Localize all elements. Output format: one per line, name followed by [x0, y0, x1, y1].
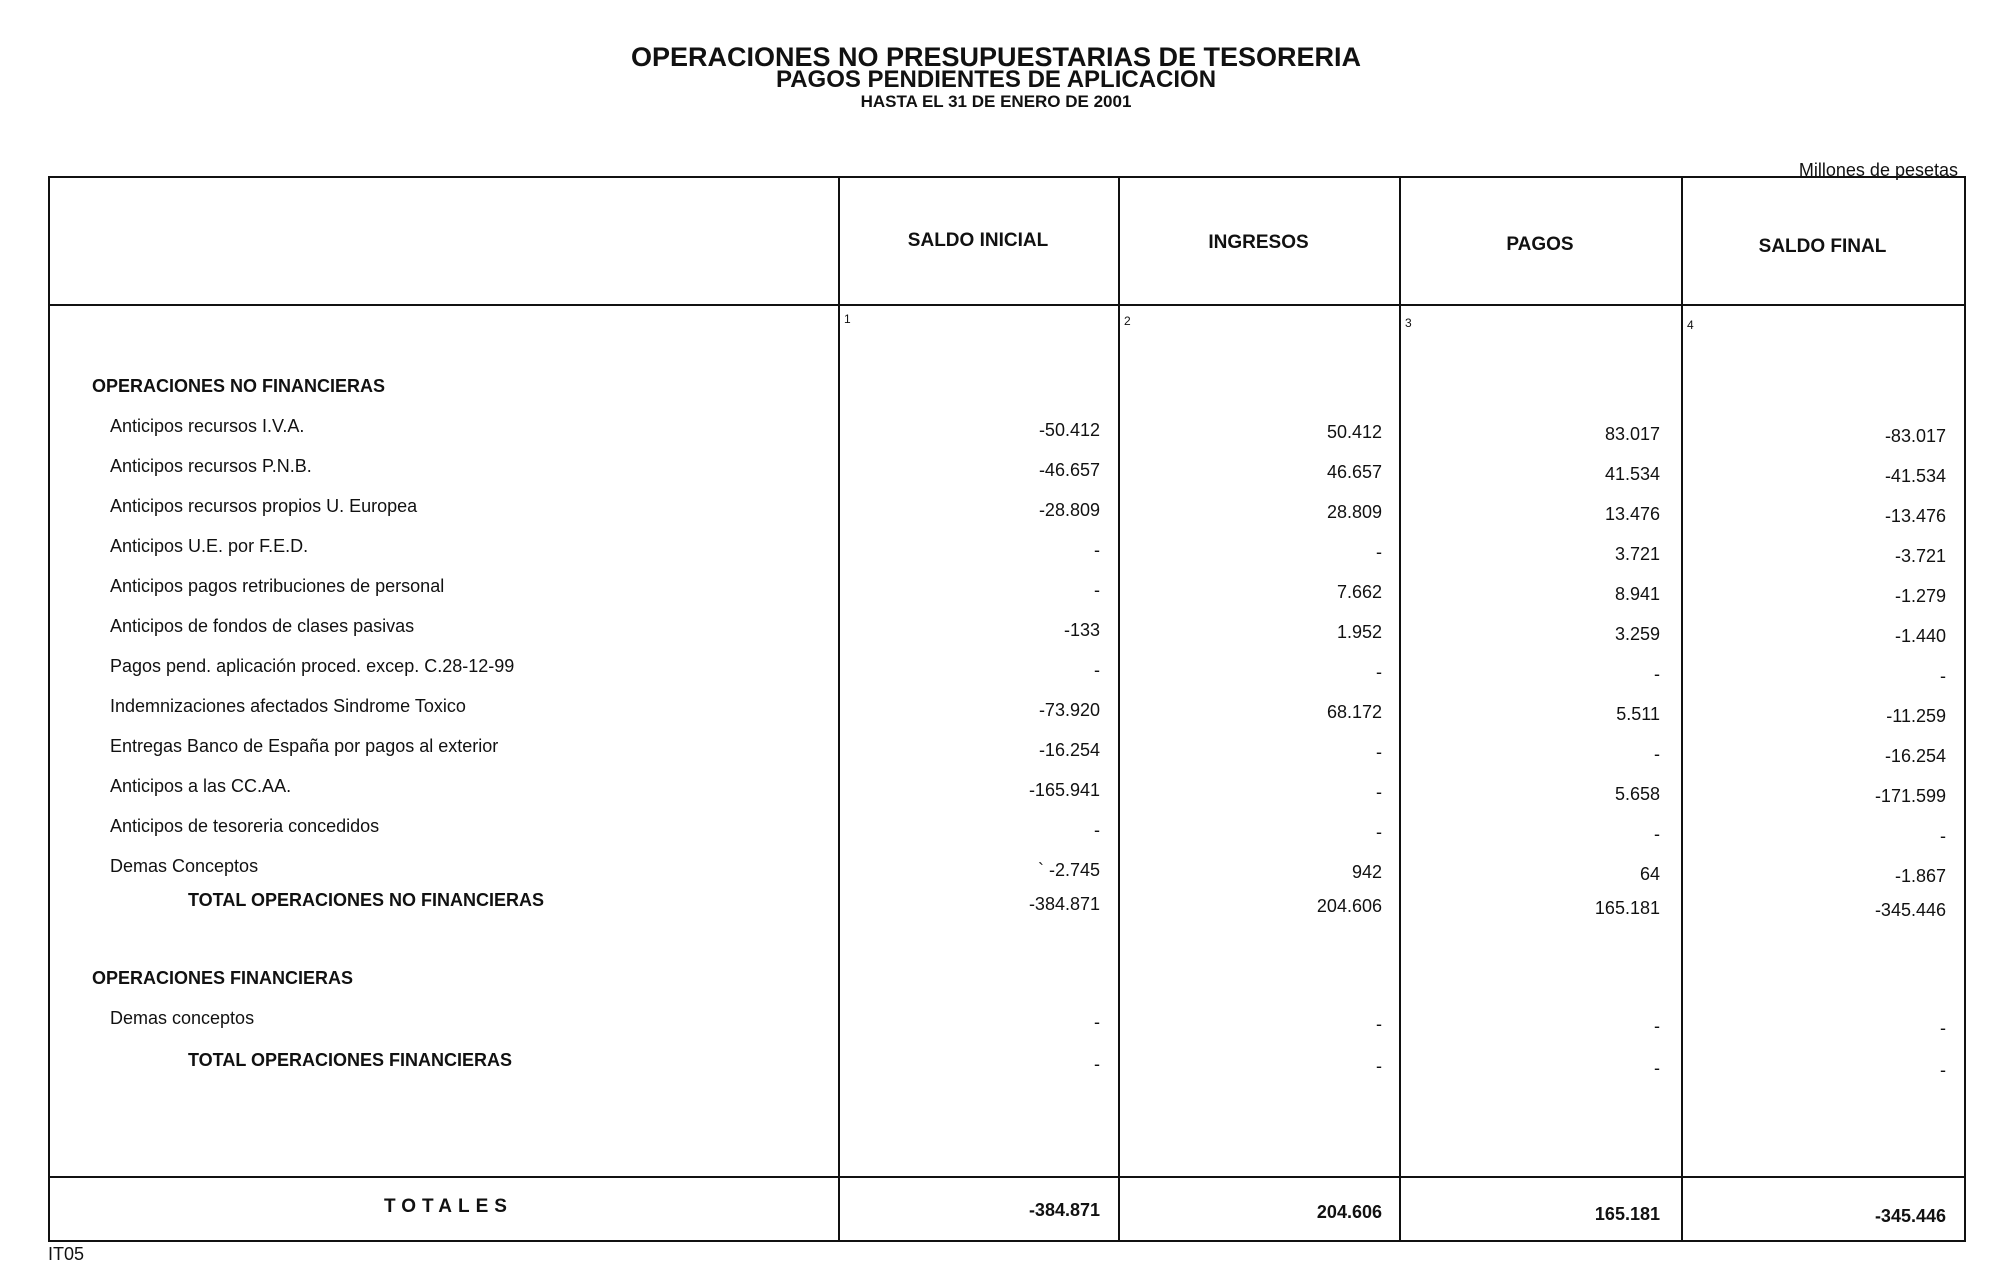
column-divider [838, 176, 840, 1240]
row-value: - [1376, 1014, 1382, 1034]
row-value: -13.476 [1884, 506, 1946, 526]
row-value: ` -2.745 [1037, 860, 1100, 880]
grand-total-saldo-inicial: -384.871 [1028, 1200, 1100, 1220]
grand-total-label: TOTALES [384, 1196, 513, 1217]
row-value: -171.599 [1874, 786, 1946, 806]
total-row-label: TOTAL OPERACIONES FINANCIERAS [188, 1050, 513, 1070]
row-value: - [1940, 826, 1946, 846]
row-label: Demas conceptos [110, 1008, 255, 1028]
row-value: -83.017 [1884, 426, 1946, 446]
column-header-saldo-final: SALDO FINAL [1758, 236, 1887, 257]
row-value: -1.279 [1894, 586, 1946, 606]
section-title-financieras: OPERACIONES FINANCIERAS [92, 968, 354, 988]
report-title: OPERACIONES NO PRESUPUESTARIAS DE TESORERIA [630, 42, 1362, 72]
grand-total-ingresos: 204.606 [1316, 1202, 1382, 1222]
row-value: 5.658 [1614, 784, 1660, 804]
column-header-ingresos: INGRESOS [1208, 232, 1309, 253]
row-value: -1.867 [1894, 866, 1946, 886]
column-number: 1 [844, 312, 851, 326]
grand-total-saldo-final: -345.446 [1874, 1206, 1946, 1226]
row-label: Anticipos pagos retribuciones de personal [110, 576, 445, 596]
row-value: - [1094, 660, 1100, 680]
row-value: 50.412 [1326, 422, 1382, 442]
section-title-no-financieras: OPERACIONES NO FINANCIERAS [92, 376, 386, 396]
row-value: - [1654, 1016, 1660, 1036]
row-label: Anticipos de tesoreria concedidos [110, 816, 380, 836]
row-value: - [1376, 662, 1382, 682]
column-number: 2 [1124, 314, 1131, 328]
row-label: Pagos pend. aplicación proced. excep. C.28-12-99 [110, 656, 515, 676]
total-saldo-final: - [1940, 1060, 1946, 1080]
column-header-pagos: PAGOS [1506, 234, 1574, 255]
row-value: -50.412 [1038, 420, 1100, 440]
row-value: - [1376, 742, 1382, 762]
row-value: - [1376, 782, 1382, 802]
row-value: 942 [1351, 862, 1382, 882]
row-value: - [1654, 664, 1660, 684]
column-number: 3 [1405, 316, 1412, 330]
row-value: -73.920 [1038, 700, 1100, 720]
header-divider [48, 304, 1964, 306]
row-value: - [1654, 824, 1660, 844]
row-value: 28.809 [1326, 502, 1382, 522]
row-label: Demas Conceptos [110, 856, 259, 876]
row-value: 83.017 [1604, 424, 1660, 444]
report-subtitle: PAGOS PENDIENTES DE APLICACION [775, 66, 1217, 93]
row-value: - [1654, 744, 1660, 764]
row-value: 5.511 [1616, 704, 1660, 724]
row-value: - [1940, 666, 1946, 686]
totals-divider [48, 1176, 1964, 1178]
row-label: Anticipos de fondos de clases pasivas [110, 616, 415, 636]
row-value: 3.721 [1614, 544, 1660, 564]
row-value: 8.941 [1614, 584, 1660, 604]
total-ingresos: - [1376, 1056, 1382, 1076]
column-header-saldo-inicial: SALDO INICIAL [907, 230, 1049, 251]
row-value: -16.254 [1038, 740, 1100, 760]
column-divider [1681, 176, 1683, 1240]
row-value: -3.721 [1894, 546, 1946, 566]
total-saldo-inicial: - [1094, 1054, 1100, 1074]
row-value: - [1094, 1012, 1100, 1032]
row-value: 46.657 [1326, 462, 1382, 482]
column-divider [1118, 176, 1120, 1240]
total-saldo-inicial: -384.871 [1028, 894, 1100, 914]
row-value: -133 [1063, 620, 1100, 640]
row-value: - [1094, 820, 1100, 840]
row-value: - [1376, 542, 1382, 562]
row-value: 3.259 [1614, 624, 1660, 644]
footer-code: IT05 [48, 1244, 85, 1264]
row-value: -165.941 [1028, 780, 1100, 800]
units-label: Millones de pesetas [1798, 160, 1958, 180]
row-value: 7.662 [1336, 582, 1382, 602]
row-label: Anticipos U.E. por F.E.D. [110, 536, 309, 556]
row-value: 13.476 [1604, 504, 1660, 524]
row-value: - [1376, 822, 1382, 842]
row-value: -41.534 [1884, 466, 1946, 486]
column-number: 4 [1687, 318, 1694, 332]
row-value: - [1094, 540, 1100, 560]
row-label: Anticipos recursos P.N.B. [110, 456, 312, 476]
row-value: -28.809 [1038, 500, 1100, 520]
row-value: 41.534 [1604, 464, 1660, 484]
row-label: Entregas Banco de España por pagos al exterior [110, 736, 499, 756]
row-label: Anticipos recursos propios U. Europea [110, 496, 418, 516]
total-pagos: - [1654, 1058, 1660, 1078]
row-label: Indemnizaciones afectados Sindrome Toxico [110, 696, 466, 716]
row-value: -1.440 [1894, 626, 1946, 646]
row-label: Anticipos a las CC.AA. [110, 776, 292, 796]
total-saldo-final: -345.446 [1874, 900, 1946, 920]
row-value: - [1094, 580, 1100, 600]
total-ingresos: 204.606 [1316, 896, 1382, 916]
row-value: -46.657 [1038, 460, 1100, 480]
row-value: -16.254 [1884, 746, 1946, 766]
column-divider [1399, 176, 1401, 1240]
grand-total-pagos: 165.181 [1594, 1204, 1660, 1224]
row-value: 1.952 [1336, 622, 1382, 642]
total-pagos: 165.181 [1594, 898, 1660, 918]
row-label: Anticipos recursos I.V.A. [110, 416, 305, 436]
row-value: -11.259 [1886, 706, 1946, 726]
total-row-label: TOTAL OPERACIONES NO FINANCIERAS [188, 890, 545, 910]
row-value: 64 [1639, 864, 1660, 884]
report-date: HASTA EL 31 DE ENERO DE 2001 [860, 92, 1132, 111]
row-value: 68.172 [1326, 702, 1382, 722]
row-value: - [1940, 1018, 1946, 1038]
